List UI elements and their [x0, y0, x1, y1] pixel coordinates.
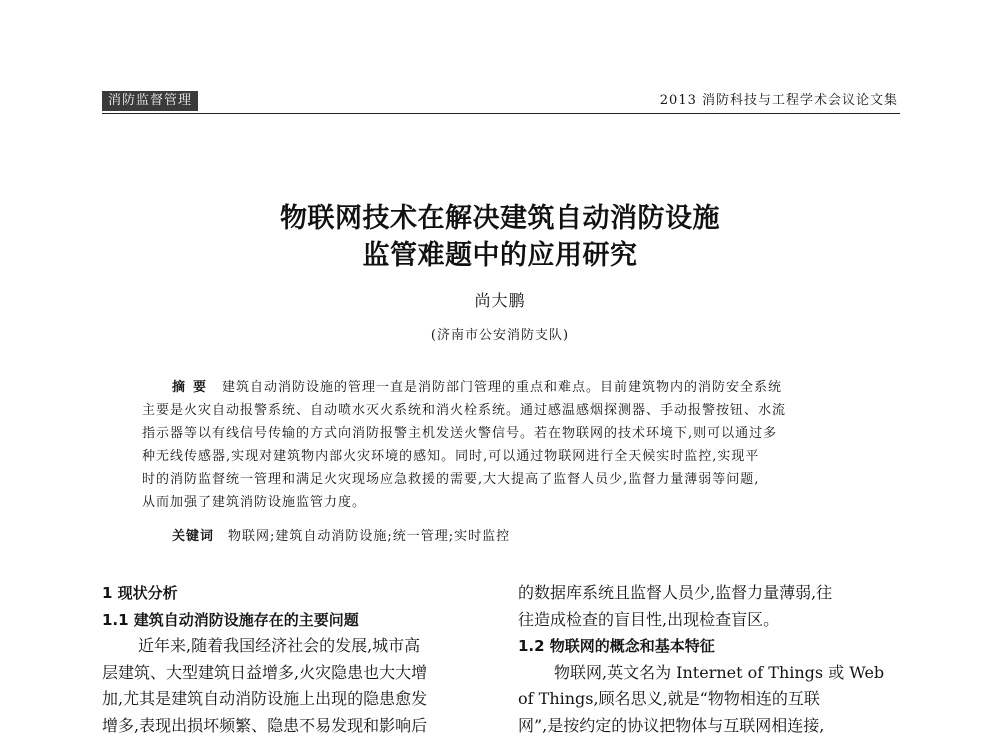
body-line: of Things,顾名思义,就是“物物相连的互联 [518, 686, 902, 713]
body-line: 加,尤其是建筑自动消防设施上出现的隐患愈发 [102, 686, 490, 713]
body-column-right [518, 580, 902, 739]
abstract-line: 时的消防监督统一管理和满足火灾现场应急救援的需要,大大提高了监督人员少,监督力量薄弱等问题, [142, 468, 872, 491]
body-line: 增多,表现出损坏频繁、隐患不易发现和影响后 [102, 713, 490, 739]
keywords-label: 关键词 [172, 529, 214, 544]
paper-title-line-2: 监管难题中的应用研究 [0, 233, 1000, 272]
section-heading: 1 现状分析 [102, 580, 490, 607]
proceedings-title: 2013 消防科技与工程学术会议论文集 [660, 92, 898, 110]
section-tag: 消防监督管理 [102, 91, 198, 111]
abstract-line: 主要是火灾自动报警系统、自动喷水灭火系统和消火栓系统。通过感温感烟探测器、手动报警按钮、水流 [142, 399, 872, 422]
affiliation: (济南市公安消防支队) [0, 324, 1000, 343]
header-rule [102, 113, 900, 114]
body-column-left [102, 580, 490, 739]
paper-title-line-1: 物联网技术在解决建筑自动消防设施 [0, 196, 1000, 235]
keywords [172, 527, 510, 547]
abstract-line: 种无线传感器,实现对建筑物内部火灾环境的感知。同时,可以通过物联网进行全天候实时监控,实现平 [142, 445, 872, 468]
body-line: 物联网,英文名为 Internet of Things 或 Web [518, 660, 902, 687]
subsection-heading: 1.2 物联网的概念和基本特征 [518, 633, 902, 660]
body-line: 近年来,随着我国经济社会的发展,城市高 [102, 633, 490, 660]
abstract-line: 指示器等以有线信号传输的方式向消防报警主机发送火警信号。若在物联网的技术环境下,则可以通过多 [142, 422, 872, 445]
subsection-heading: 1.1 建筑自动消防设施存在的主要问题 [102, 607, 490, 634]
author: 尚大鹏 [0, 288, 1000, 311]
keywords-text: 物联网;建筑自动消防设施;统一管理;实时监控 [228, 529, 510, 544]
body-line: 的数据库系统且监督人员少,监督力量薄弱,往 [518, 580, 902, 607]
body-line: 层建筑、大型建筑日益增多,火灾隐患也大大增 [102, 660, 490, 687]
body-line: 往造成检查的盲目性,出现检查盲区。 [518, 607, 902, 634]
abstract-line: 摘要 建筑自动消防设施的管理一直是消防部门管理的重点和难点。目前建筑物内的消防安全系统 [142, 376, 872, 399]
abstract-label: 摘要 [172, 380, 214, 395]
abstract [142, 376, 872, 514]
body-line: 网”,是按约定的协议把物体与互联网相连接, [518, 713, 902, 739]
abstract-line: 从而加强了建筑消防设施监管力度。 [142, 491, 872, 514]
